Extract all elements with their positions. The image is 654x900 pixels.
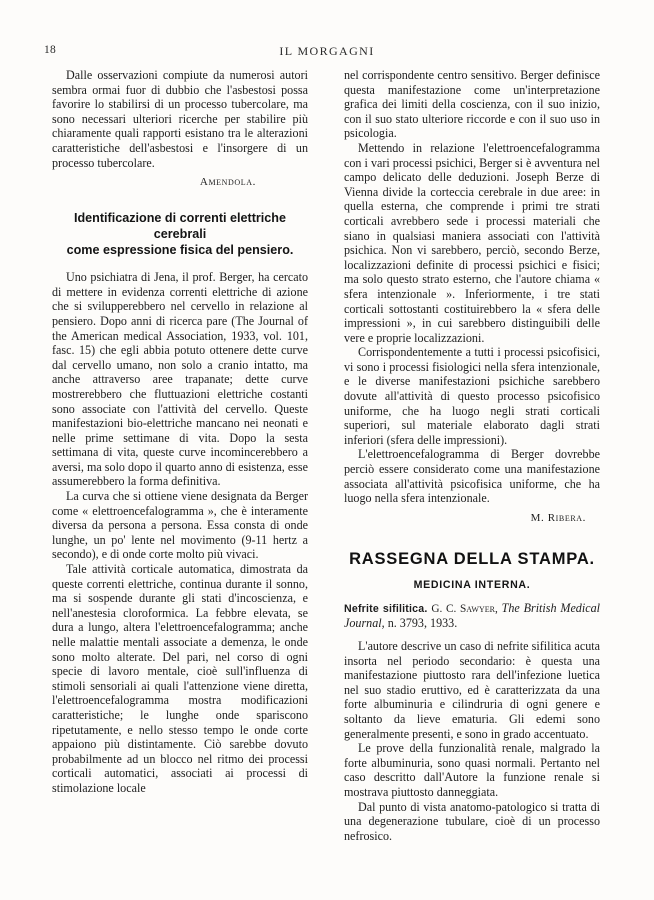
columns-container (52, 68, 608, 868)
page-number: 18 (44, 44, 57, 56)
reference-citation-detail: n. 3793, 1933. (387, 616, 458, 631)
paragraph: La curva che si ottiene viene designata da Berger come « elettroencefalogramma », che è interamente diversa da persona a persona. Essa consta di onde lunghe, un po' lente nel movimento (9-11 hertz a secondo), e di onde corte molto più vivaci. (52, 489, 308, 562)
paragraph: Tale attività corticale automatica, dimostrata da queste correnti elettriche, continua durante il sonno, ma si sospende durante gli stati d'incoscienza, e nell'anestesia cloroformica. La febbre elevata, se dura a lungo, altera l'elettroencefalogramma; anche nelle malattie mentali associate a demenza, le onde sono molto alterate. Del pari, nel corso di ogni specie di lavoro mentale, cioè sull'influenza di stimoli sensoriali ai quali l'attenzione viene diretta, l'elettroencefalogramma mostra modificazioni caratteristiche; le lunghe onde spariscono ripetutamente, e nello stesso tempo le onde corte appaiono più distintamente. Ciò sarebbe dovuto probabilmente ad un blocco nel ritmo dei processi corticali automatici, associati ai processi di stimolazione locale (52, 562, 308, 795)
subsection-heading: MEDICINA INTERNA. (413, 578, 531, 591)
paragraph: Dal punto di vista anatomo-patologico si tratta di una degenerazione tubulare, cioè di un processo nefrosico. (344, 799, 600, 843)
left-column (52, 68, 308, 868)
paragraph: nel corrispondente centro sensitivo. Berger definisce questa manifestazione come un'interpretazione grafica dei limiti della coscienza, con il suo inizio, con il suo stato ulteriore riccorde e con il suo uso in psicologia. (344, 68, 600, 141)
section-heading: RASSEGNA DELLA STAMPA. (349, 549, 595, 568)
article-title-line1: Identificazione di correnti elettriche cerebrali (73, 211, 287, 242)
paragraph: Uno psichiatra di Jena, il prof. Berger, ha cercato di mettere in evidenza correnti elettriche di azione che si svilupperebbero nel cervello in relazione al pensiero. Dopo anni di ricerca pare (The Journal of the American medical Association, 1933, vol. 101, fasc. 15) che egli abbia potuto ottenere dette curve dal cervello umano, non solo a cranio intatto, ma anche attraverso aree trapanate; dette curve mostrerebbero che fluttuazioni elettriche costanti sono associate con l'attività del cervello. Queste manifestazioni bio-elettriche mancano nei neonati e nelle prime settimane di vita. Dopo la sesta settimana di vita, queste curve incomincerebbero a aversi, ma solo dopo il quarto anno di esistenza, esse assumerebbero la forma definitiva. (52, 270, 308, 489)
author-signature: Amendola. (199, 176, 256, 189)
paragraph: L'autore descrive un caso di nefrite sifilitica acuta insorta nel periodo secondario: è questa una manifestazione piuttosto rara dell'infezione luetica nel suo stadio eruttivo, ed è caratterizzata da una forte albuminuria e cilindruria di ogni genere e soltanto da lieve ematuria. Gli edemi sono generalmente presenti, e sono in grado accentuato. (344, 639, 600, 741)
reference-citation (344, 601, 600, 631)
article-title-line2: come espressione fisica del pensiero. (66, 243, 294, 258)
paragraph: Mettendo in relazione l'elettroencefalogramma con i vari processi psichici, Berger si è avventura nel campo delicato delle deduzioni. Joseph Berze di Vienna divide la corteccia cerebrale in due aree: in quella esterna, che comprende i primi tre strati corticali avrebbero sede i processi materiali che siano in qualsiasi maniera associati con l'attività psichica. Non vi sarebbero, perciò, secondo Berze, localizzazioni definite di processi psichici e fisici; ma solo questo strato esterno, che l'autore chiama « sfera intenzionale ». Inferiormente, i tre stati corticali sottostanti costituirebbero la « sfera delle impressioni », in cui sarebbero distinguibili delle vere e proprie localizzazioni. (344, 140, 600, 345)
article-title (52, 210, 308, 258)
right-column (344, 68, 600, 868)
paragraph: Corrispondentemente a tutti i processi psicofisici, vi sono i processi fisiologici nella sfera intenzionale, e le diverse manifestazioni psichiche sarebbero dovute all'attività di questo processo psicofisico uniforme, che ha luogo negli strati corticali superiori, sul materiale elaborato dagli strati inferiori (sfera delle impressioni). (344, 345, 600, 447)
reference-title: Nefrite sifilitica. (344, 602, 428, 615)
paragraph: L'elettroencefalogramma di Berger dovrebbe perciò essere considerato come una manifestazione associata all'attività psicofisica uniforme, che ha luogo nella sfera intenzionale. (344, 447, 600, 506)
running-title: IL MORGAGNI (279, 44, 375, 58)
page-header (44, 44, 610, 60)
paragraph: Le prove della funzionalità renale, malgrado la forte albuminuria, sono quasi normali. Pertanto nel caso descritto dall'Autore la funzione renale si mostrava piuttosto danneggiata. (344, 741, 600, 799)
reference-journal: The British Medical Journal, (344, 600, 600, 631)
author-signature: M. Ribera. (530, 511, 586, 524)
reference-author: G. C. Sawyer, (431, 602, 498, 615)
paragraph: Dalle osservazioni compiute da numerosi autori sembra ormai fuor di dubbio che l'asbestosi possa favorire lo stabilirsi di un processo tubercolare, ma sono necessari ulteriori ricerche per stabilire più chiaramente quali rapporti esistano tra le alterazioni caratteristiche dell'asbestosi e l'insorgere di un processo tubercolare. (52, 68, 308, 170)
